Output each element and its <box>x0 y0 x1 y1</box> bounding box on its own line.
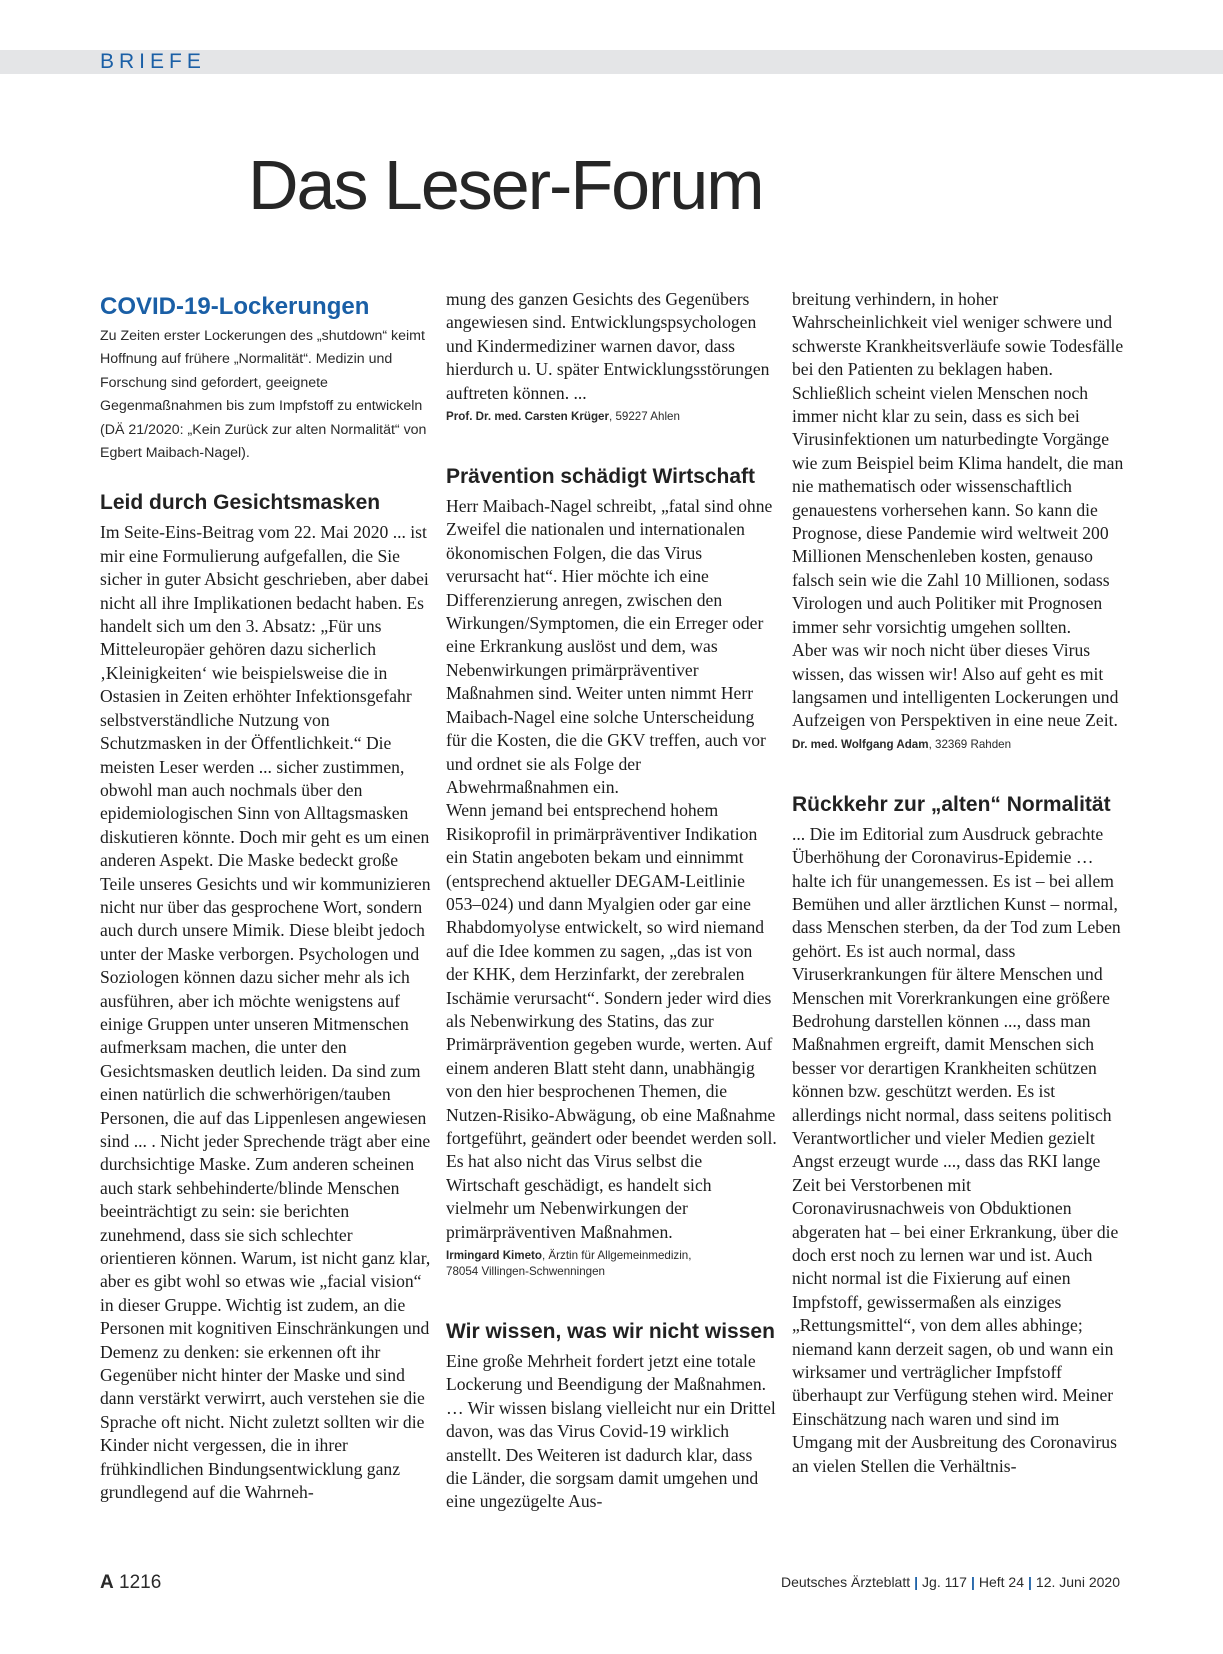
column-3 <box>792 288 1124 1478</box>
page-title: Das Leser-Forum <box>248 146 763 224</box>
letter-body-masks-part1: Im Seite-Eins-Beitrag vom 22. Mai 2020 ... ist mir eine Formulierung aufgefallen, die Sie sicher in guter Absicht geschrieben, aber dabei nicht all ihre Implikationen bedacht haben. Es handelt sich um den 3. Absatz: „Für uns Mitteleuropäer gehören dazu sicherlich ‚Kleinigkeiten‘ wie beispielsweise die in Ostasien in Zeiten erhöhter Infektionsgefahr selbstverständliche Nutzung von Schutzmasken in der Öffentlichkeit.“ Die meisten Leser werden ... sicher zustimmen, obwohl man auch nochmals über den epidemiologischen Sinn von Alltagsmasken diskutieren könnte. Doch mir geht es um einen anderen Aspekt. Die Maske bedeckt große Teile unseres Gesichts und wir kommunizieren nicht nur über das gesprochene Wort, sondern auch durch unsere Mimik. Diese bleibt jedoch unter der Maske verborgen. Psychologen und Soziologen können dazu sicher mehr als ich ausführen, aber ich möchte wenigstens auf einige Gruppen unter unseren Mitmenschen aufmerksam machen, die unter den Gesichtsmasken deutlich leiden. Da sind zum einen natürlich die schwerhörigen/tauben Personen, die auf das Lippenlesen angewiesen sind ... . Nicht jeder Sprechende trägt aber eine durchsichtige Maske. Zum anderen scheinen auch stark sehbehinderte/blinde Menschen beeinträchtigt zu sein: sie berichten zunehmend, dass sie sich schlechter orientieren können. Warum, ist nicht ganz klar, aber es gibt wohl so etwas wie „facial vision“ in dieser Gruppe. Wichtig ist zudem, an die Personen mit kognitiven Einschränkungen und Demenz zu denken: sie erkennen oft ihr Gegenüber nicht hinter der Maske und sind dann verstärkt verwirrt, auch verstehen sie die Sprache oft nicht. Nicht zuletzt sollten wir die Kinder nicht vergessen, die in ihrer frühkindlichen Bindungsentwicklung ganz grundlegend auf die Wahrneh- <box>100 522 431 1503</box>
journal-volume: Jg. 117 <box>922 1574 967 1590</box>
letter-title-knowledge: Wir wissen, was wir nicht wissen <box>446 1320 775 1344</box>
journal-date: 12. Juni 2020 <box>1035 1574 1120 1590</box>
letter-body-masks-part2: mung des ganzen Gesichts des Gegenübers angewiesen sind. Entwicklungspsychologen und Kindermediziner warnen davor, dass hierdurch u. U. später Entwicklungsstörungen auftreten können. ... <box>446 289 770 403</box>
letter-title-normality: Rückkehr zur „alten“ Normalität <box>792 792 1111 816</box>
section-label: BRIEFE <box>100 50 206 73</box>
letter-author-knowledge: Dr. med. Wolfgang Adam, 32369 Rahden <box>792 737 1012 751</box>
letter-author-economy: Irmingard Kimeto, Ärztin für Allgemeinmedizin, 78054 Villingen-Schwenningen <box>446 1249 692 1279</box>
column-1 <box>100 288 432 1505</box>
journal-name: Deutsches Ärzteblatt <box>780 1574 911 1590</box>
letter-body-knowledge-part2: breitung verhindern, in hoher Wahrscheinlichkeit viel weniger schwere und schwerste Krankheitsverläufe sowie Todesfälle bei den Patienten zu beklagen haben. Schließlich scheint vielen Menschen noch immer nicht klar zu sein, dass es sich bei Virusinfektionen um naturbedingte Vorgänge wie zum Beispiel beim Klima handelt, die man nie mathematisch oder wissenschaftlich genauestens vorhersehen kann. So kann die Prognose, diese Pandemie wird weltweit 200 Millionen Menschenleben kosten, genauso falsch sein wie die Zahl 10 Millionen, sodass Virologen und auch Politiker mit Prognosen immer sehr vorsichtig umgehen sollten. Aber was wir noch nicht über dieses Virus wissen, das wissen wir! Also auf geht es mit langsamen und intelligenten Lockerungen und Aufzeigen von Perspektiven in eine neue Zeit. <box>792 289 1124 731</box>
letter-title-economy: Prävention schädigt Wirtschaft <box>446 465 756 489</box>
page-footer <box>100 1572 1120 1598</box>
page-number: A 1216 <box>100 1572 162 1593</box>
letter-title-masks: Leid durch Gesichtsmasken <box>100 491 381 515</box>
column-2 <box>446 288 778 1514</box>
topic-title: COVID-19-Lockerungen <box>100 293 370 320</box>
letter-body-economy: Herr Maibach-Nagel schreibt, „fatal sind ohne Zweifel die nationalen und internationalen ökonomischen Folgen, die das Virus verursacht hat“. Hier möchte ich eine Differenzierung anregen, zwischen den Wirkungen/Symptomen, die ein Erreger oder eine Erkrankung auslöst und dem, was Nebenwirkungen primärpräventiver Maßnahmen sind. Weiter unten nimmt Herr Maibach-Nagel eine solche Unterscheidung für die Kosten, die die GKV treffen, auch vor und ordnet sie als Folge der Abwehrmaßnahmen ein. Wenn jemand bei entsprechend hohem Risikoprofil in primärpräventiver Indikation ein Statin angeboten bekam und einnimmt (entsprechend aktueller DEGAM-Leitlinie 053–024) und dann Myalgien oder gar eine Rhabdomyolyse entwickelt, so wird niemand auf die Idee kommen zu sagen, „das ist von der KHK, dem Herzinfarkt, der zerebralen Ischämie verursacht“. Sondern jeder wird dies als Nebenwirkung des Statins, das zur Primärprävention gegeben wurde, werten. Auf einem anderen Blatt steht dann, unabhängig von den hier besprochenen Themen, die Nutzen-Risiko-Abwägung, ob eine Maßnahme fortgeführt, geändert oder beendet werden soll. Es hat also nicht das Virus selbst die Wirtschaft geschädigt, es handelt sich vielmehr um Nebenwirkungen der primärpräventiven Maßnahmen. <box>446 496 777 1242</box>
letter-body-knowledge-part1: Eine große Mehrheit fordert jetzt eine totale Lockerung und Beendigung der Maßnahmen. … Wir wissen bislang vielleicht nur ein Drittel davon, was das Virus Covid-19 wirklich anstellt. Des Weiteren ist dadurch klar, dass die Länder, die sorgsam damit umgehen und eine ungezügelte Aus- <box>446 1351 776 1512</box>
journal-info: Deutsches Ärzteblatt | Jg. 117 | Heft 24 | 12. Juni 2020 <box>780 1574 1120 1590</box>
letter-author-masks: Prof. Dr. med. Carsten Krüger, 59227 Ahlen <box>446 410 680 424</box>
journal-issue: Heft 24 <box>978 1574 1024 1590</box>
letter-body-normality: ... Die im Editorial zum Ausdruck gebrachte Überhöhung der Coronavirus-Epidemie … halte ich für unangemessen. Es ist – bei allem Bemühen und aller ärztlichen Kunst – normal, dass Menschen sterben, da der Tod zum Leben gehört. Es ist auch normal, dass Viruserkrankungen für ältere Menschen und Menschen mit Vorerkrankungen eine größere Bedrohung darstellen können ..., dass man Maßnahmen ergreift, damit Menschen sich besser vor derartigen Krankheiten schützen können bzw. geschützt werden. Es ist allerdings nicht normal, dass seitens politisch Verantwortlicher und vieler Medien gezielt Angst erzeugt wurde ..., dass das RKI lange Zeit bei Verstorbenen mit Coronavirusnachweis von Obduktionen abgeraten hat – bei einer Erkrankung, über die doch erst noch zu lernen war und ist. Auch nicht normal ist die Fixierung auf einen Impfstoff, gewissermaßen als einziges „Rettungsmittel“, von dem alles abhinge; niemand kann derzeit sagen, ob und wann ein wirksamer und verträglicher Impfstoff überhaupt zur Verfügung stehen wird. Meiner Einschätzung nach waren und sind im Umgang mit der Ausbreitung des Coronavirus an vielen Stellen die Verhältnis- <box>792 823 1121 1476</box>
topic-lead: Zu Zeiten erster Lockerungen des „shutdown“ keimt Hoffnung auf frühere „Normalität“. Medizin und Forschung sind gefordert, geeignete Gegenmaßnahmen bis zum Impfstoff zu entwickeln (DÄ 21/2020: „Kein Zurück zur alten Normalität“ von Egbert Maibach-Nagel). <box>100 328 427 462</box>
